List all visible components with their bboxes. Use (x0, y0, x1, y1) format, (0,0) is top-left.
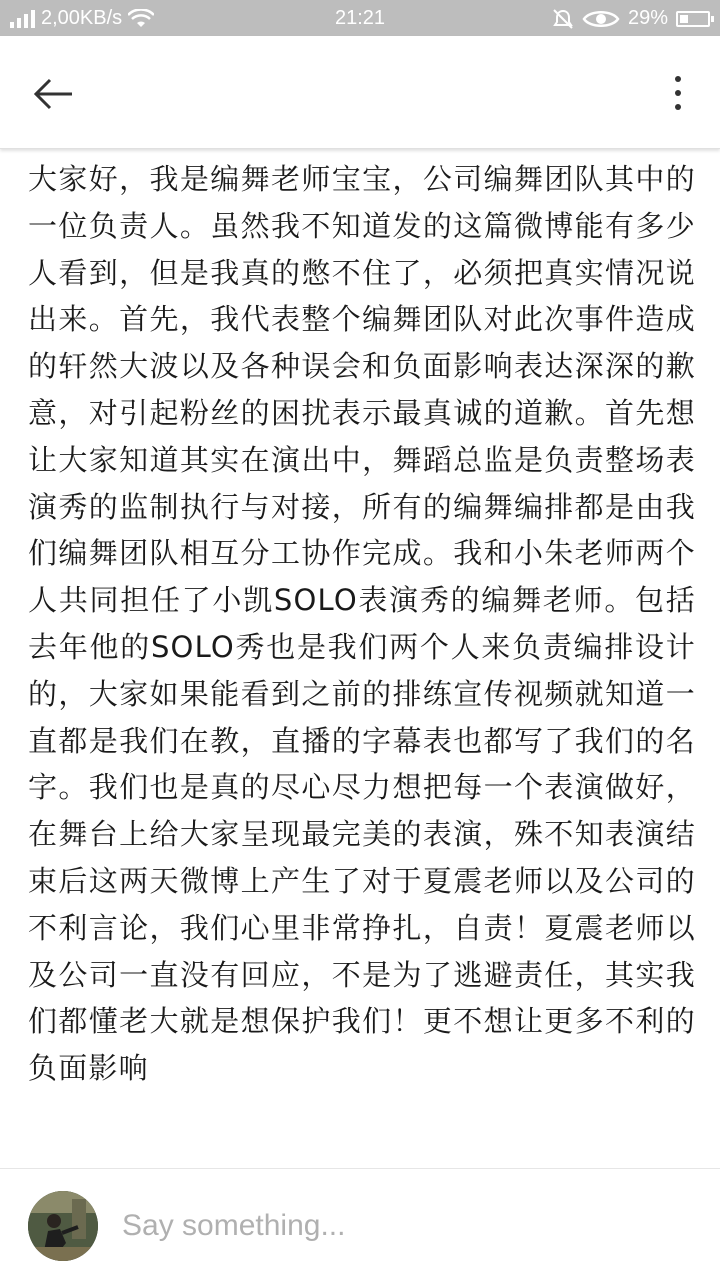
arrow-left-icon (28, 70, 76, 118)
eye-icon (582, 8, 620, 30)
user-avatar[interactable] (28, 1191, 98, 1261)
app-bar (0, 36, 720, 149)
comment-bar (0, 1168, 720, 1281)
status-right (552, 7, 710, 30)
battery-percent: 29% (627, 7, 668, 29)
avatar-photo (28, 1191, 98, 1261)
back-button[interactable] (28, 70, 76, 118)
comment-input[interactable] (120, 1199, 684, 1253)
mute-icon (552, 8, 574, 30)
more-vertical-icon (666, 76, 690, 110)
status-time: 21:21 (334, 7, 386, 29)
more-options-button[interactable] (666, 72, 690, 116)
battery-icon (676, 11, 710, 27)
article-body (28, 156, 696, 1168)
network-speed: 2,00KB/s (41, 7, 123, 29)
article-text: 大家好，我是编舞老师宝宝，公司编舞团队其中的一位负责人。虽然我不知道发的这篇微博能有多少人看到，但是我真的憋不住了，必须把真实情况说出来。首先，我代表整个编舞团队对此次事件造成的轩然大波以及各种误会和负面影响表达深深的歉意，对引起粉丝的困扰表示最真诚的道歉。首先想让大家知道其实在演出中，舞蹈总监是负责整场表演秀的监制执行与对接，所有的编舞编排都是由我们编舞团队相互分工协作完成。我和小朱老师两个人共同担任了小凯SOLO表演秀的编舞老师。包括去年他的SOLO秀也是我们两个人来负责编排设计的，大家如果能看到之前的排练宣传视频就知道一直都是我们在教，直播的字幕表也都写了我们的名字。我们也是真的尽心尽力想把每一个表演做好，在舞台上给大家呈现最完美的表演，殊不知表演结束后这两天微博上产生了对于夏震老师以及公司的不利言论，我们心里非常挣扎，自责！夏震老师以及公司一直没有回应，不是为了逃避责任，其实我们都懂老大就是想保护我们！更不想让更多不利的负面影响 (28, 162, 696, 1086)
status-bar (0, 0, 720, 36)
